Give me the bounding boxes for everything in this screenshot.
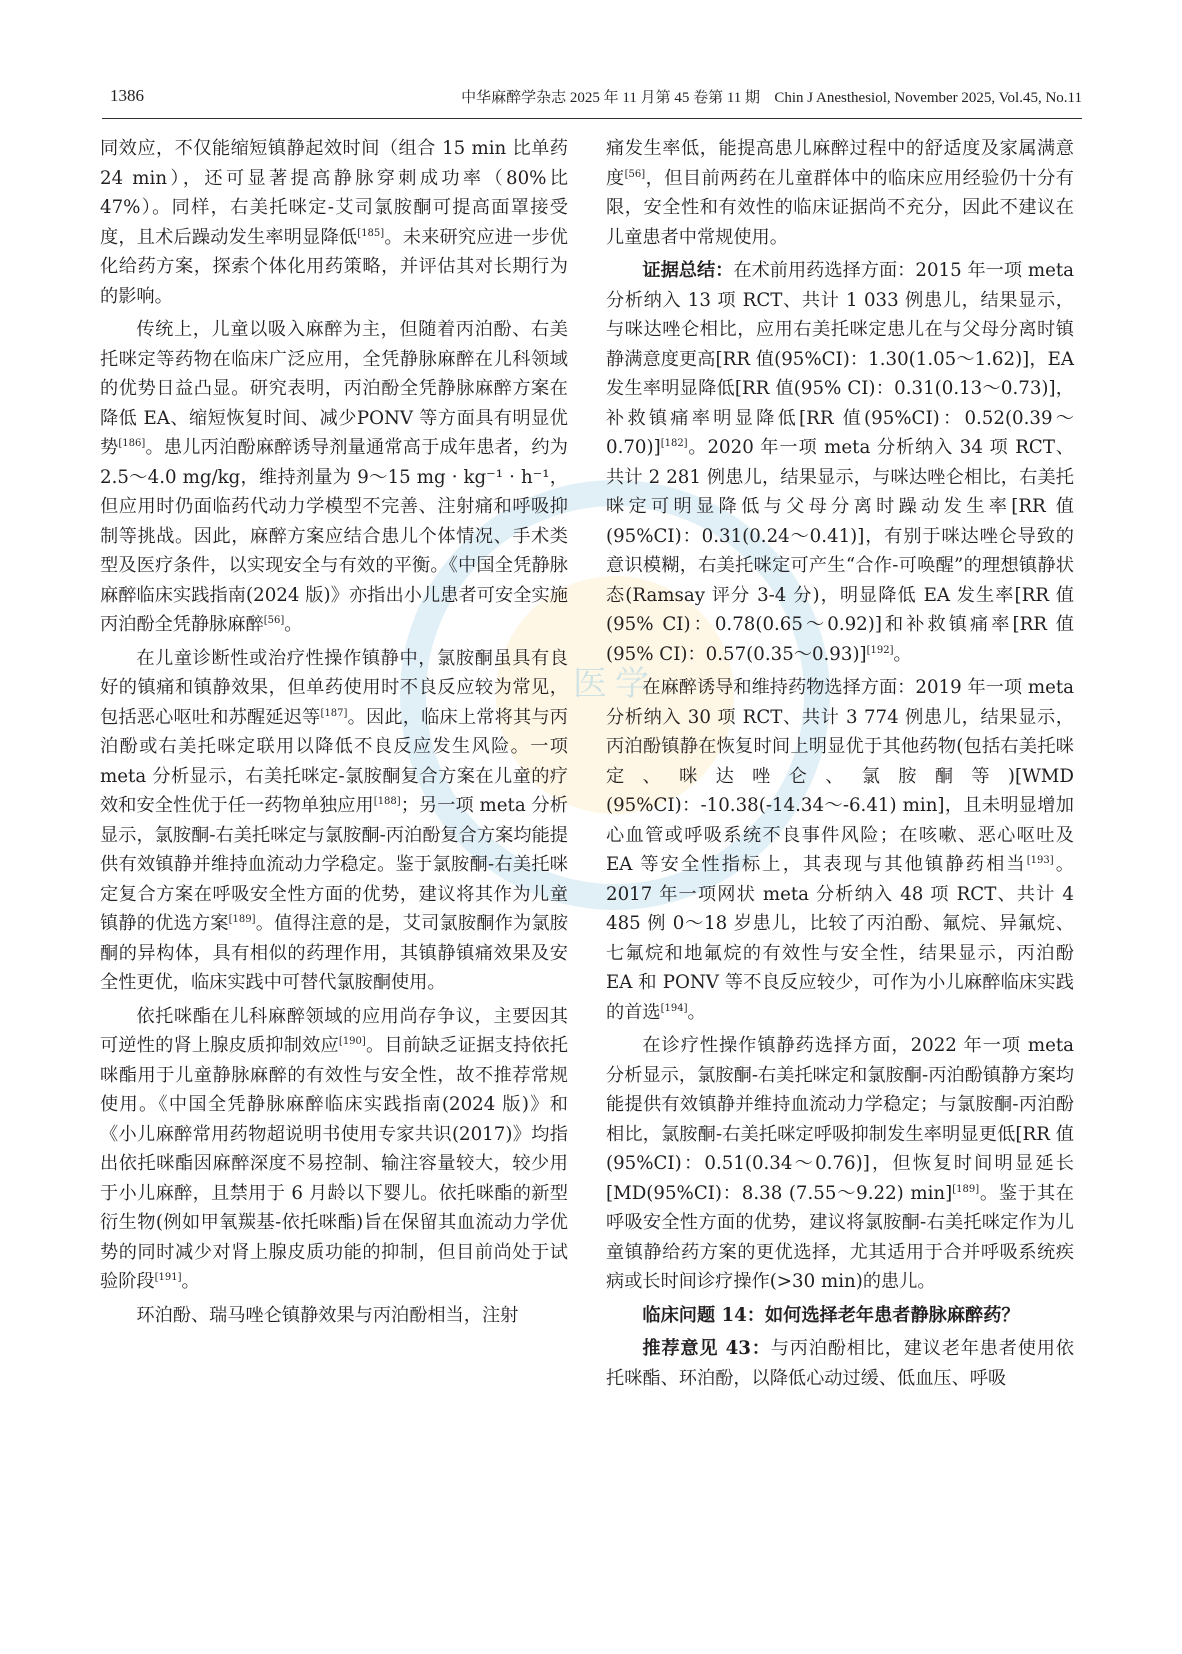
reference-192: [192] xyxy=(866,644,894,656)
recommendation-43-label: 推荐意见 43： xyxy=(642,1338,771,1359)
reference-186: [186] xyxy=(118,437,146,449)
journal-cn: 中华麻醉学杂志 2025 年 11 月第 45 卷第 11 期 xyxy=(461,90,761,106)
reference-56: [56] xyxy=(624,168,646,180)
reference-191: [191] xyxy=(154,1271,182,1283)
reference-189: [189] xyxy=(228,913,256,925)
right-paragraph-3: 在麻醉诱导和维持药物选择方面：2019 年一项 meta 分析纳入 30 项 RCT、共计 3 774 例患儿，结果显示，丙泊酚镇静在恢复时间上明显优于其他药物(包括右美托咪定、咪达唑仑、氯胺酮等)[WMD (95%CI)：-10.38(-14.34～-6.41) min]，且未明显增加心血管或呼吸系统不良事件风险；在咳嗽、恶心呕吐及 EA 等安全性指标上，其表现与其他镇静药相当[193]。2017 年一项网状 meta 分析纳入 48 项 RCT、共计 4 485 例 0～18 岁患儿，比较了丙泊酚、氟烷、异氟烷、七氟烷和地氟烷的有效性与安全性，结果显示，丙泊酚 EA 和 PONV 等不良反应较少，可作为小儿麻醉临床实践的首选[194]。 xyxy=(606,677,1074,1023)
reference-193: [193] xyxy=(1026,854,1054,866)
reference-188: [188] xyxy=(373,795,401,807)
evidence-summary: 证据总结：在术前用药选择方面：2015 年一项 meta 分析纳入 13 项 RCT、共计 1 033 例患儿，结果显示，与咪达唑仑相比，应用右美托咪定患儿在与父母分离时镇静满意度更高[RR 值(95%CI)：1.30(1.05～1.62)]，EA 发生率明显降低[RR 值(95% CI)：0.31(0.13～0.73)]，补救镇痛率明显降低[RR 值(95%CI)：0.52(0.39～0.70)][182]。2020 年一项 meta 分析纳入 34 项 RCT、共计 2 281 例患儿，结果显示，与咪达唑仑相比，右美托咪定可明显降低与父母分离时躁动发生率[RR 值(95%CI)：0.31(0.24～0.41)]，有别于咪达唑仑导致的意识模糊，右美托咪定可产生“合作-可唤醒”的理想镇静状态(Ramsay 评分 3-4 分)，明显降低 EA 发生率[RR 值(95% CI)：0.78(0.65～0.92)]和补救镇痛率[RR 值(95% CI)：0.57(0.35～0.93)][192]。 xyxy=(606,260,1074,665)
reference-190: [190] xyxy=(338,1035,366,1047)
journal-en: Chin J Anesthesiol, November 2025, Vol.45, No.11 xyxy=(774,90,1082,106)
reference-182: [182] xyxy=(660,437,688,449)
left-column xyxy=(100,134,568,1334)
left-paragraph-3: 在儿童诊断性或治疗性操作镇静中，氯胺酮虽具有良好的镇痛和镇静效果，但单药使用时不良反应较为常见，包括恶心呕吐和苏醒延迟等[187]。因此，临床上常将其与丙泊酚或右美托咪定联用以降低不良反应发生风险。一项 meta 分析显示，右美托咪定-氯胺酮复合方案在儿童的疗效和安全性优于任一药物单独应用[188]；另一项 meta 分析显示，氯胺酮-右美托咪定与氯胺酮-丙泊酚复合方案均能提供有效镇静并维持血流动力学稳定。鉴于氯胺酮-右美托咪定复合方案在呼吸安全性方面的优势，建议将其作为儿童镇静的优选方案[189]。值得注意的是，艾司氯胺酮作为氯胺酮的异构体，具有相似的药理作用，其镇静镇痛效果及安全性更优，临床实践中可替代氯胺酮使用。 xyxy=(100,647,568,993)
left-paragraph-5: 环泊酚、瑞马唑仑镇静效果与丙泊酚相当，注射 xyxy=(136,1304,519,1326)
watermark-text: 医学 xyxy=(573,664,657,704)
page-number: 1386 xyxy=(110,86,144,105)
reference-185: [185] xyxy=(357,227,385,239)
running-header xyxy=(102,84,1082,119)
reference-194: [194] xyxy=(660,1002,688,1014)
right-paragraph-4: 在诊疗性操作镇静药选择方面，2022 年一项 meta 分析显示，氯胺酮-右美托咪定和氯胺酮-丙泊酚镇静方案均能提供有效镇静并维持血流动力学稳定；与氯胺酮-丙泊酚相比，氯胺酮-右美托咪定呼吸抑制发生率明显更低[RR 值(95%CI)：0.51(0.34～0.76)]，但恢复时间明显延长[MD(95%CI)：8.38 (7.55～9.22) min][189]。鉴于其在呼吸安全性方面的优势，建议将氯胺酮-右美托咪定作为儿童镇静给药方案的更优选择，尤其适用于合并呼吸系统疾病或长时间诊疗操作(>30 min)的患儿。 xyxy=(606,1035,1074,1292)
reference-187: [187] xyxy=(320,707,348,719)
evidence-summary-label: 证据总结： xyxy=(642,260,734,281)
left-paragraph-4: 依托咪酯在儿科麻醉领域的应用尚存争议，主要因其可逆性的肾上腺皮质抑制效应[190]。目前缺乏证据支持依托咪酯用于儿童静脉麻醉的有效性与安全性，故不推荐常规使用。《中国全凭静脉麻醉临床实践指南(2024 版)》和《小儿麻醉常用药物超说明书使用专家共识(2017)》均指出依托咪酯因麻醉深度不易控制、输注容量较大，较少用于小儿麻醉，且禁用于 6 月龄以下婴儿。依托咪酯的新型衍生物(例如甲氧羰基-依托咪酯)旨在保留其血流动力学优势的同时减少对肾上腺皮质功能的抑制，但目前尚处于试验阶段[191]。 xyxy=(100,1005,568,1292)
right-column xyxy=(606,134,1074,1397)
clinical-question-14: 临床问题 14：如何选择老年患者静脉麻醉药？ xyxy=(642,1304,1020,1326)
reference-189: [189] xyxy=(952,1183,980,1195)
journal-citation xyxy=(461,86,1082,107)
left-paragraph-2: 传统上，儿童以吸入麻醉为主，但随着丙泊酚、右美托咪定等药物在临床广泛应用，全凭静脉麻醉在儿科领域的优势日益凸显。研究表明，丙泊酚全凭静脉麻醉方案在降低 EA、缩短恢复时间、减少PONV 等方面具有明显优势[186]。患儿丙泊酚麻醉诱导剂量通常高于成年患者，约为 2.5～4.0 mg/kg，维持剂量为 9～15 mg · kg⁻¹ · h⁻¹，但应用时仍面临药代动力学模型不完善、注射痛和呼吸抑制等挑战。因此，麻醉方案应结合患儿个体情况、手术类型及医疗条件，以实现安全与有效的平衡。《中国全凭静脉麻醉临床实践指南(2024 版)》亦指出小儿患者可安全实施丙泊酚全凭静脉麻醉[56]。 xyxy=(100,319,568,635)
left-paragraph-1: 同效应，不仅能缩短镇静起效时间（组合 15 min 比单药 24 min），还可显著提高静脉穿刺成功率（80%比 47%）。同样，右美托咪定-艾司氯胺酮可提高面罩接受度，且术后躁动发生率明显降低[185]。未来研究应进一步优化给药方案，探索个体化用药策略，并评估其对长期行为的影响。 xyxy=(100,138,568,307)
right-paragraph-1: 痛发生率低，能提高患儿麻醉过程中的舒适度及家属满意度[56]，但目前两药在儿童群体中的临床应用经验仍十分有限，安全性和有效性的临床证据尚不充分，因此不建议在儿童患者中常规使用。 xyxy=(606,138,1074,248)
recommendation-43: 推荐意见 43：与丙泊酚相比，建议老年患者使用依托咪酯、环泊酚，以降低心动过缓、低血压、呼吸 xyxy=(606,1338,1074,1389)
reference-56: [56] xyxy=(263,614,285,626)
